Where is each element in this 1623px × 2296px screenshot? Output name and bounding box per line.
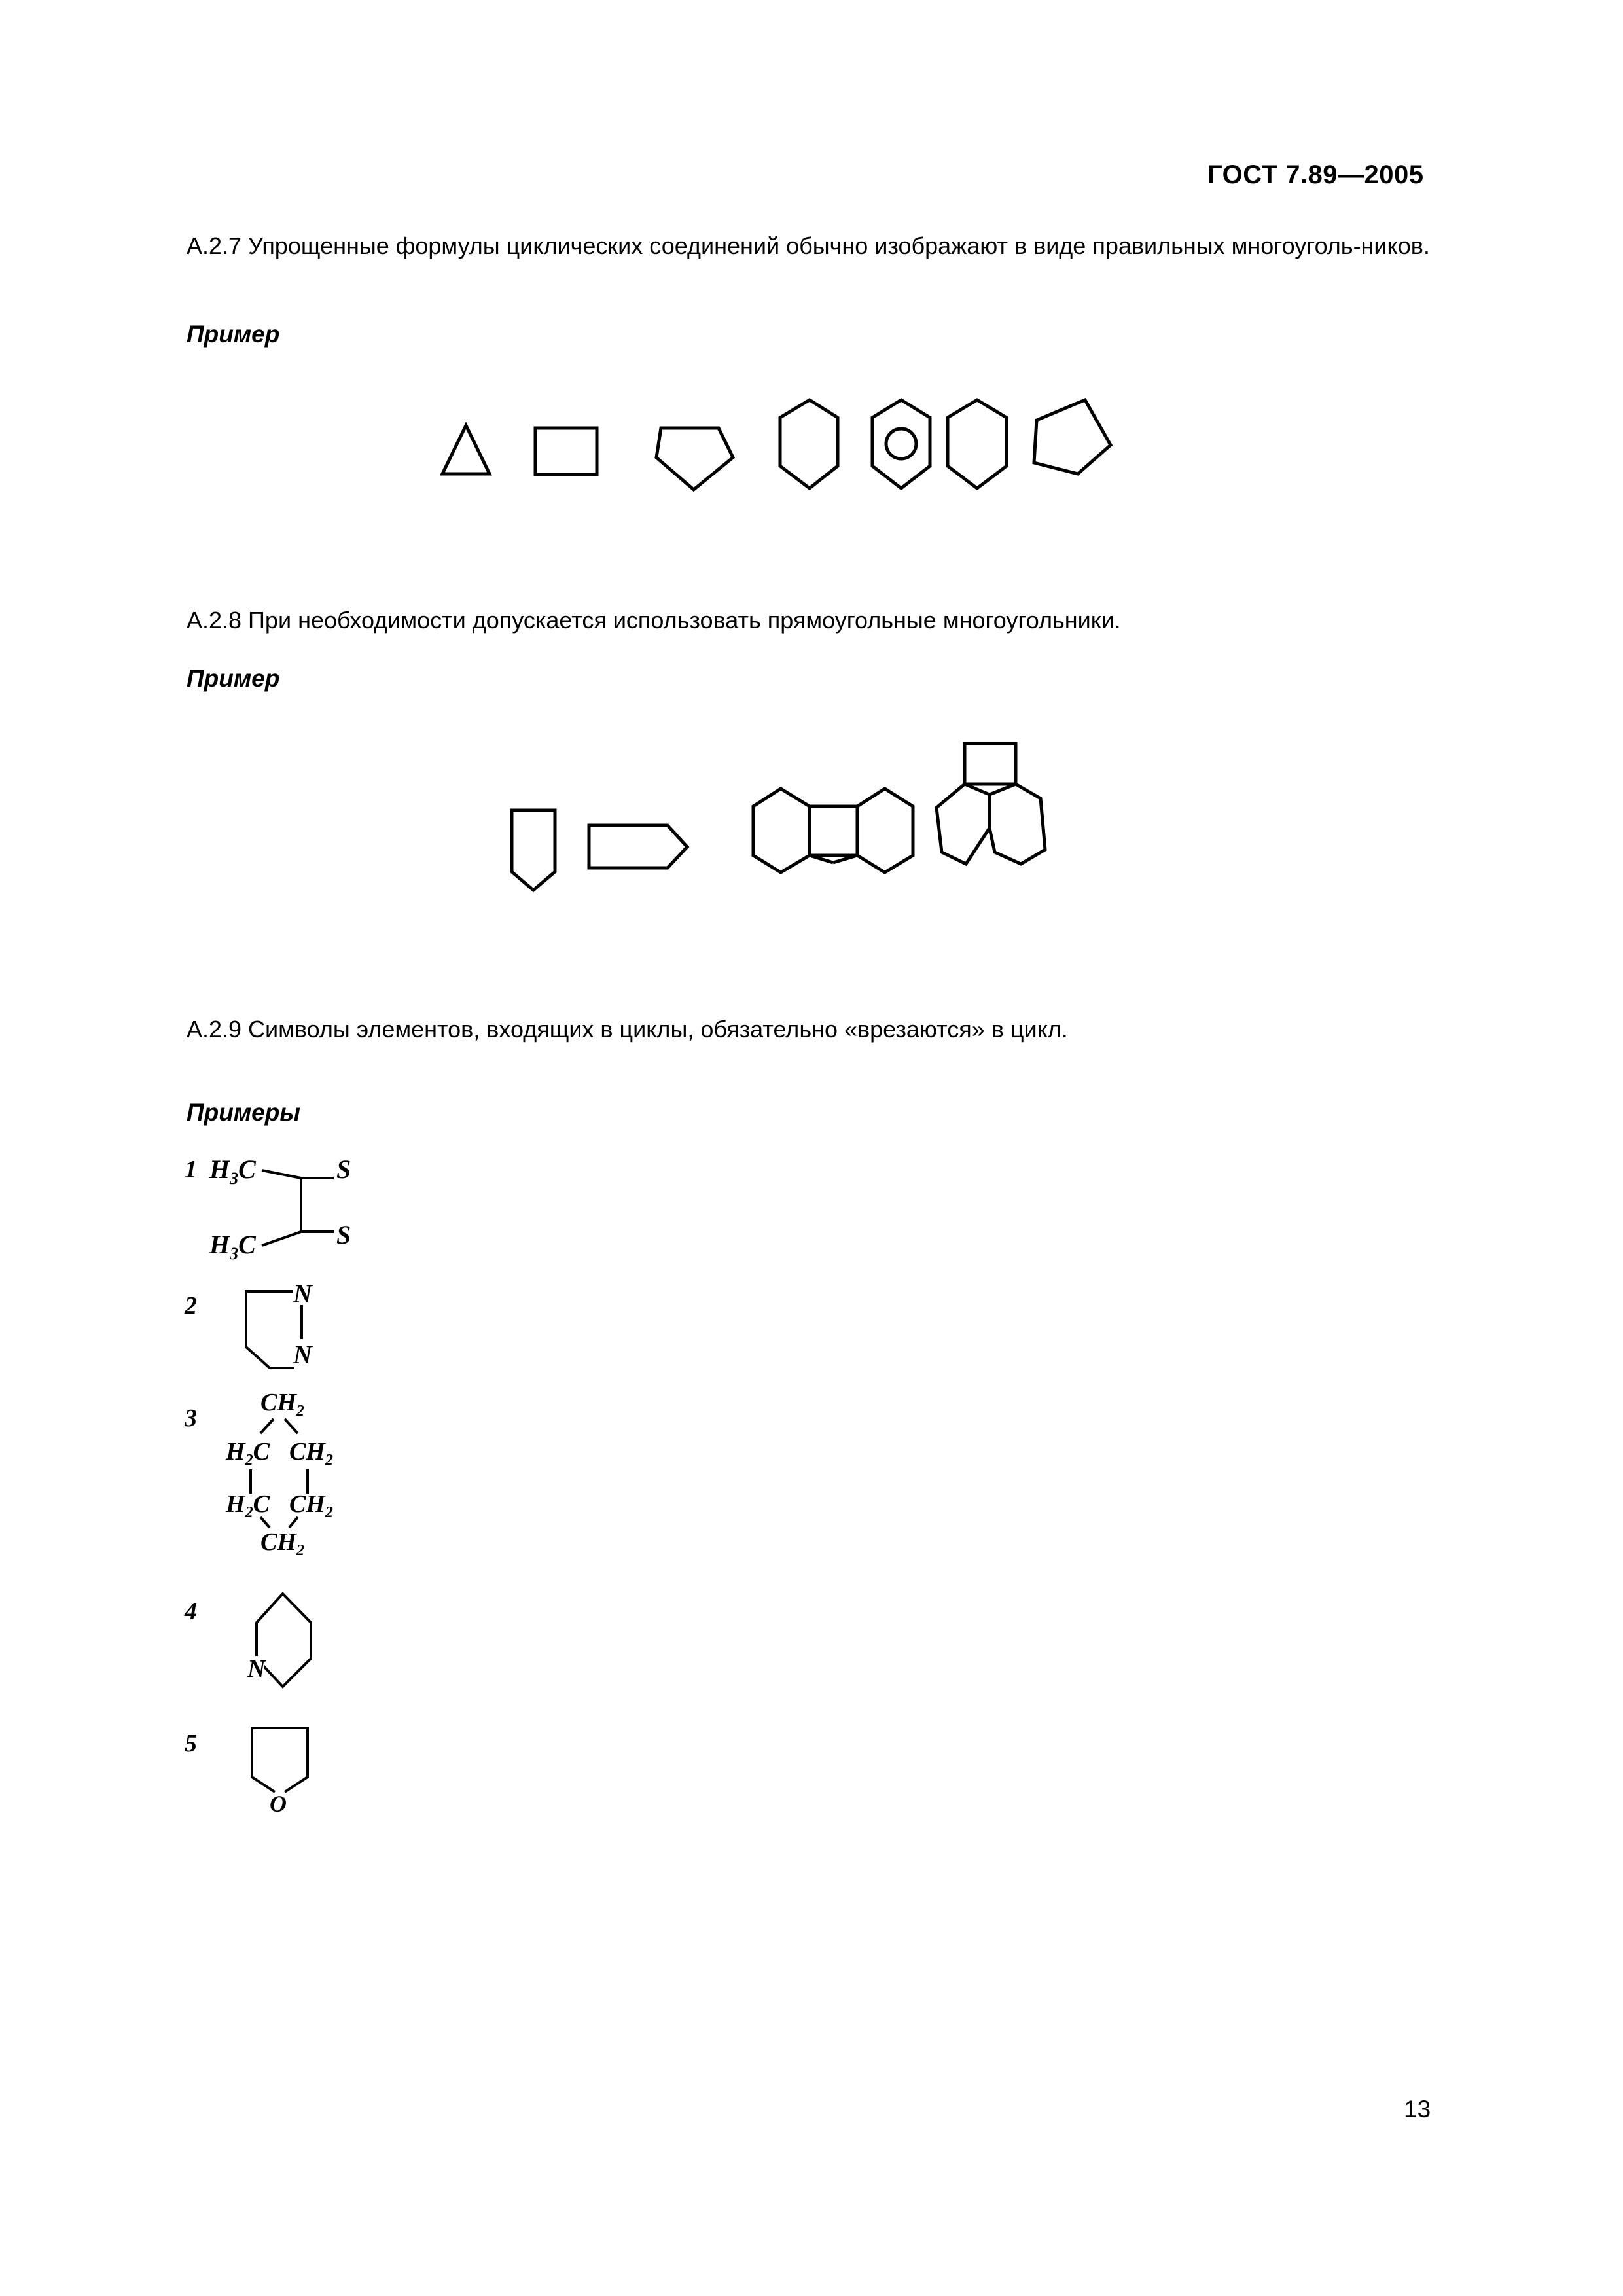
- example-number-5: 5: [185, 1730, 197, 1757]
- example-2-atom-b: N: [293, 1340, 312, 1369]
- page-number: 13: [1404, 2096, 1431, 2123]
- paragraph-a-2-8-text: А.2.8 При необходимости допускается использовать прямоугольные многоугольники.: [187, 607, 1121, 634]
- example-3-h2c-left-lower: $H_2C$: [226, 1490, 270, 1521]
- example-number-3: 3: [185, 1405, 197, 1432]
- example-1-bottom-group: $H_3C$: [209, 1230, 256, 1263]
- example-2-structure: [246, 1279, 313, 1369]
- example-3-ch2-right-lower: $CH_2$: [289, 1490, 333, 1521]
- example-3-ch2-bottom: $CH_2$: [260, 1528, 304, 1559]
- example-4-structure: [246, 1594, 311, 1687]
- example-1-atom-a: S: [336, 1155, 351, 1184]
- paragraph-a-2-7-text: А.2.7 Упрощенные формулы циклических соединений обычно изображают в виде правильных многоуголь-ников.: [187, 232, 1430, 259]
- example-number-1: 1: [185, 1156, 197, 1183]
- example-5-structure: [252, 1728, 308, 1817]
- example-label-a-2-7: Пример: [187, 321, 280, 348]
- example-1-top-group: $H_3C$: [209, 1155, 256, 1188]
- example-2-atom-a: N: [293, 1279, 312, 1308]
- example-3-structure: [225, 1389, 333, 1559]
- example-1-atom-b: S: [336, 1220, 351, 1249]
- examples-label-a-2-9: Примеры: [187, 1099, 300, 1126]
- document-code-header: ГОСТ 7.89—2005: [1207, 160, 1424, 189]
- example-4-atom: N: [247, 1655, 266, 1683]
- example-1-structure: [209, 1155, 351, 1263]
- example-number-4: 4: [185, 1598, 197, 1625]
- example-number-2: 2: [185, 1292, 197, 1319]
- paragraph-a-2-9-text: А.2.9 Символы элементов, входящих в циклы, обязательно «врезаются» в цикл.: [187, 1016, 1068, 1043]
- example-3-ch2-right-upper: $CH_2$: [289, 1438, 333, 1469]
- example-label-a-2-8: Пример: [187, 665, 280, 692]
- example-3-h2c-left-upper: $H_2C$: [226, 1438, 270, 1469]
- example-3-ch2-top: $CH_2$: [260, 1389, 304, 1420]
- example-5-atom: O: [270, 1791, 287, 1817]
